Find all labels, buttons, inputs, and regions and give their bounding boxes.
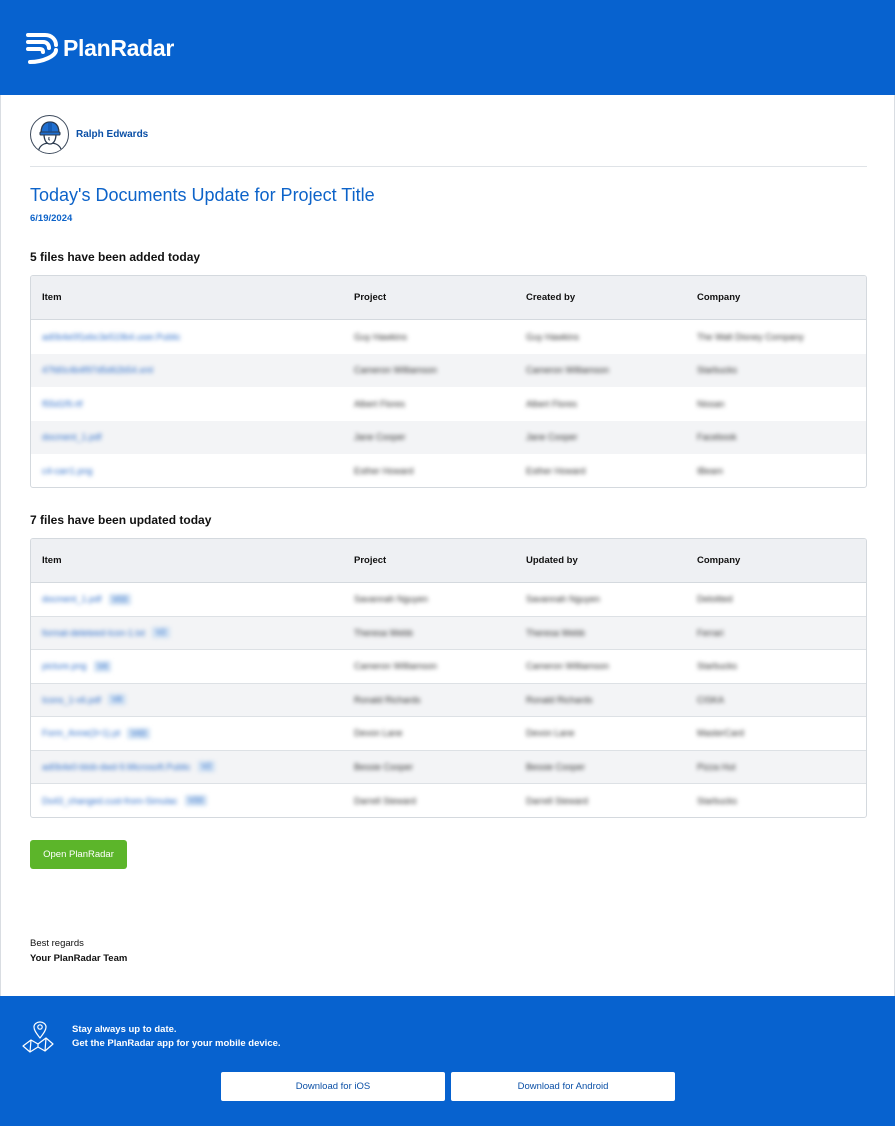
file-link[interactable]: Form_Anne(3+1).pt <box>42 728 121 739</box>
updated-by-cell: Savannah Nguyen <box>526 594 601 605</box>
updated-by-cell: Theresa Webb <box>526 627 585 638</box>
map-pin-icon <box>21 1020 55 1054</box>
project-cell: Bessie Cooper <box>354 761 414 772</box>
table-row <box>31 751 866 785</box>
download-android-button[interactable]: Download for Android <box>451 1072 675 1101</box>
footer-line-1: Stay always up to date. <box>72 1024 177 1035</box>
email-body <box>0 95 895 996</box>
page-title: Today's Documents Update for Project Title <box>30 185 375 205</box>
updated-by-cell: Bessie Cooper <box>526 761 586 772</box>
column-header-company: Company <box>697 555 741 566</box>
avatar <box>30 115 69 154</box>
email-header <box>0 0 895 95</box>
project-cell: Jane Cooper <box>354 432 406 443</box>
company-cell: Starbucks <box>697 365 738 376</box>
table-row <box>31 454 866 488</box>
file-link[interactable]: Icons_1-v6.pdf <box>42 694 102 705</box>
table-row <box>31 421 866 455</box>
signoff-regards: Best regards <box>30 938 84 949</box>
footer-line-2: Get the PlanRadar app for your mobile device. <box>72 1038 281 1049</box>
open-planradar-button[interactable]: Open PlanRadar <box>30 840 127 869</box>
table-row <box>31 784 866 818</box>
created-by-cell: Cameron Williamson <box>526 365 610 376</box>
email-footer <box>0 996 895 1126</box>
column-header-updated-by: Updated by <box>526 555 578 566</box>
footer-message <box>72 1023 281 1051</box>
company-cell: Nissan <box>697 398 725 409</box>
updated-by-cell: Darrell Steward <box>526 795 589 806</box>
project-cell: Cameron Williamson <box>354 661 438 672</box>
file-link[interactable]: docment_1.pdf <box>42 432 102 443</box>
version-badge: V2 <box>152 627 170 638</box>
user-name: Ralph Edwards <box>76 129 149 140</box>
version-badge: V33 <box>185 795 207 806</box>
version-badge: V4 <box>94 661 112 672</box>
planradar-logo[interactable] <box>25 31 174 65</box>
table-row <box>31 387 866 421</box>
version-badge: V03 <box>109 594 131 605</box>
company-cell: Ferrari <box>697 627 724 638</box>
created-by-cell: Esther Howard <box>526 465 586 476</box>
updated-by-cell: Ronald Richards <box>526 694 593 705</box>
created-by-cell: Guy Hawkins <box>526 331 580 342</box>
user-block <box>30 115 148 154</box>
project-cell: Ronald Richards <box>354 694 421 705</box>
project-cell: Esther Howard <box>354 465 414 476</box>
file-link[interactable]: 47fd0c4b4f97d5d62b54.xml <box>42 365 154 376</box>
company-cell: MasterCard <box>697 728 745 739</box>
column-header-item: Item <box>42 555 62 566</box>
logo-wordmark: PlanRadar <box>63 34 175 61</box>
added-files-heading: 5 files have been added today <box>30 250 201 264</box>
column-header-project: Project <box>354 292 387 303</box>
company-cell: Starbucks <box>697 661 738 672</box>
company-cell: CISKA <box>697 694 725 705</box>
table-row <box>31 684 866 718</box>
file-link[interactable]: docment_1.pdf <box>42 594 102 605</box>
worker-helmet-icon <box>32 117 68 153</box>
updated-files-table <box>30 538 867 818</box>
project-cell: Theresa Webb <box>354 627 413 638</box>
project-cell: Guy Hawkins <box>354 331 408 342</box>
table-header <box>31 539 866 583</box>
update-date: 6/19/2024 <box>30 213 73 224</box>
project-cell: Darrell Steward <box>354 795 417 806</box>
table-row <box>31 717 866 751</box>
column-header-project: Project <box>354 555 387 566</box>
company-cell: Pizza Hut <box>697 761 736 772</box>
company-cell: The Walt Disney Company <box>697 331 804 342</box>
table-row <box>31 617 866 651</box>
divider <box>30 166 867 167</box>
download-ios-button[interactable]: Download for iOS <box>221 1072 445 1101</box>
company-cell: Facebook <box>697 432 737 443</box>
project-cell: Albert Flores <box>354 398 406 409</box>
file-link[interactable]: ad0b4e0f1ebc3e519b4.user.Public <box>42 331 181 342</box>
created-by-cell: Albert Flores <box>526 398 578 409</box>
file-link[interactable]: Ds43_changed.cust-from-Simulac <box>42 795 178 806</box>
created-by-cell: Jane Cooper <box>526 432 578 443</box>
updated-by-cell: Devon Lane <box>526 728 575 739</box>
project-cell: Devon Lane <box>354 728 403 739</box>
file-link[interactable]: ad0b4e0-blob-dwd-9.Microsoft.Public <box>42 761 191 772</box>
column-header-created-by: Created by <box>526 292 576 303</box>
company-cell: IBeam <box>697 465 724 476</box>
table-row <box>31 354 866 388</box>
version-badge: V43 <box>127 728 149 739</box>
company-cell: Starbucks <box>697 795 738 806</box>
column-header-item: Item <box>42 292 62 303</box>
table-row <box>31 650 866 684</box>
project-cell: Savannah Nguyen <box>354 594 429 605</box>
table-row <box>31 583 866 617</box>
file-link[interactable]: f55d1f9.rtf <box>42 398 83 409</box>
file-link[interactable]: format-deleteed-Icon-1.txt <box>42 627 146 638</box>
file-link[interactable]: c4-carr1.png <box>42 465 93 476</box>
updated-files-heading: 7 files have been updated today <box>30 513 212 527</box>
table-header <box>31 276 866 320</box>
column-header-company: Company <box>697 292 741 303</box>
version-badge: V2 <box>198 761 216 772</box>
added-files-table <box>30 275 867 488</box>
version-badge: V8 <box>108 694 126 705</box>
signoff-team: Your PlanRadar Team <box>30 953 128 964</box>
table-row <box>31 320 866 354</box>
radar-waves-icon <box>25 31 59 65</box>
company-cell: Deloitted <box>697 594 733 605</box>
project-cell: Cameron Williamson <box>354 365 438 376</box>
updated-by-cell: Cameron Williamson <box>526 661 610 672</box>
file-link[interactable]: picture.png <box>42 661 87 672</box>
